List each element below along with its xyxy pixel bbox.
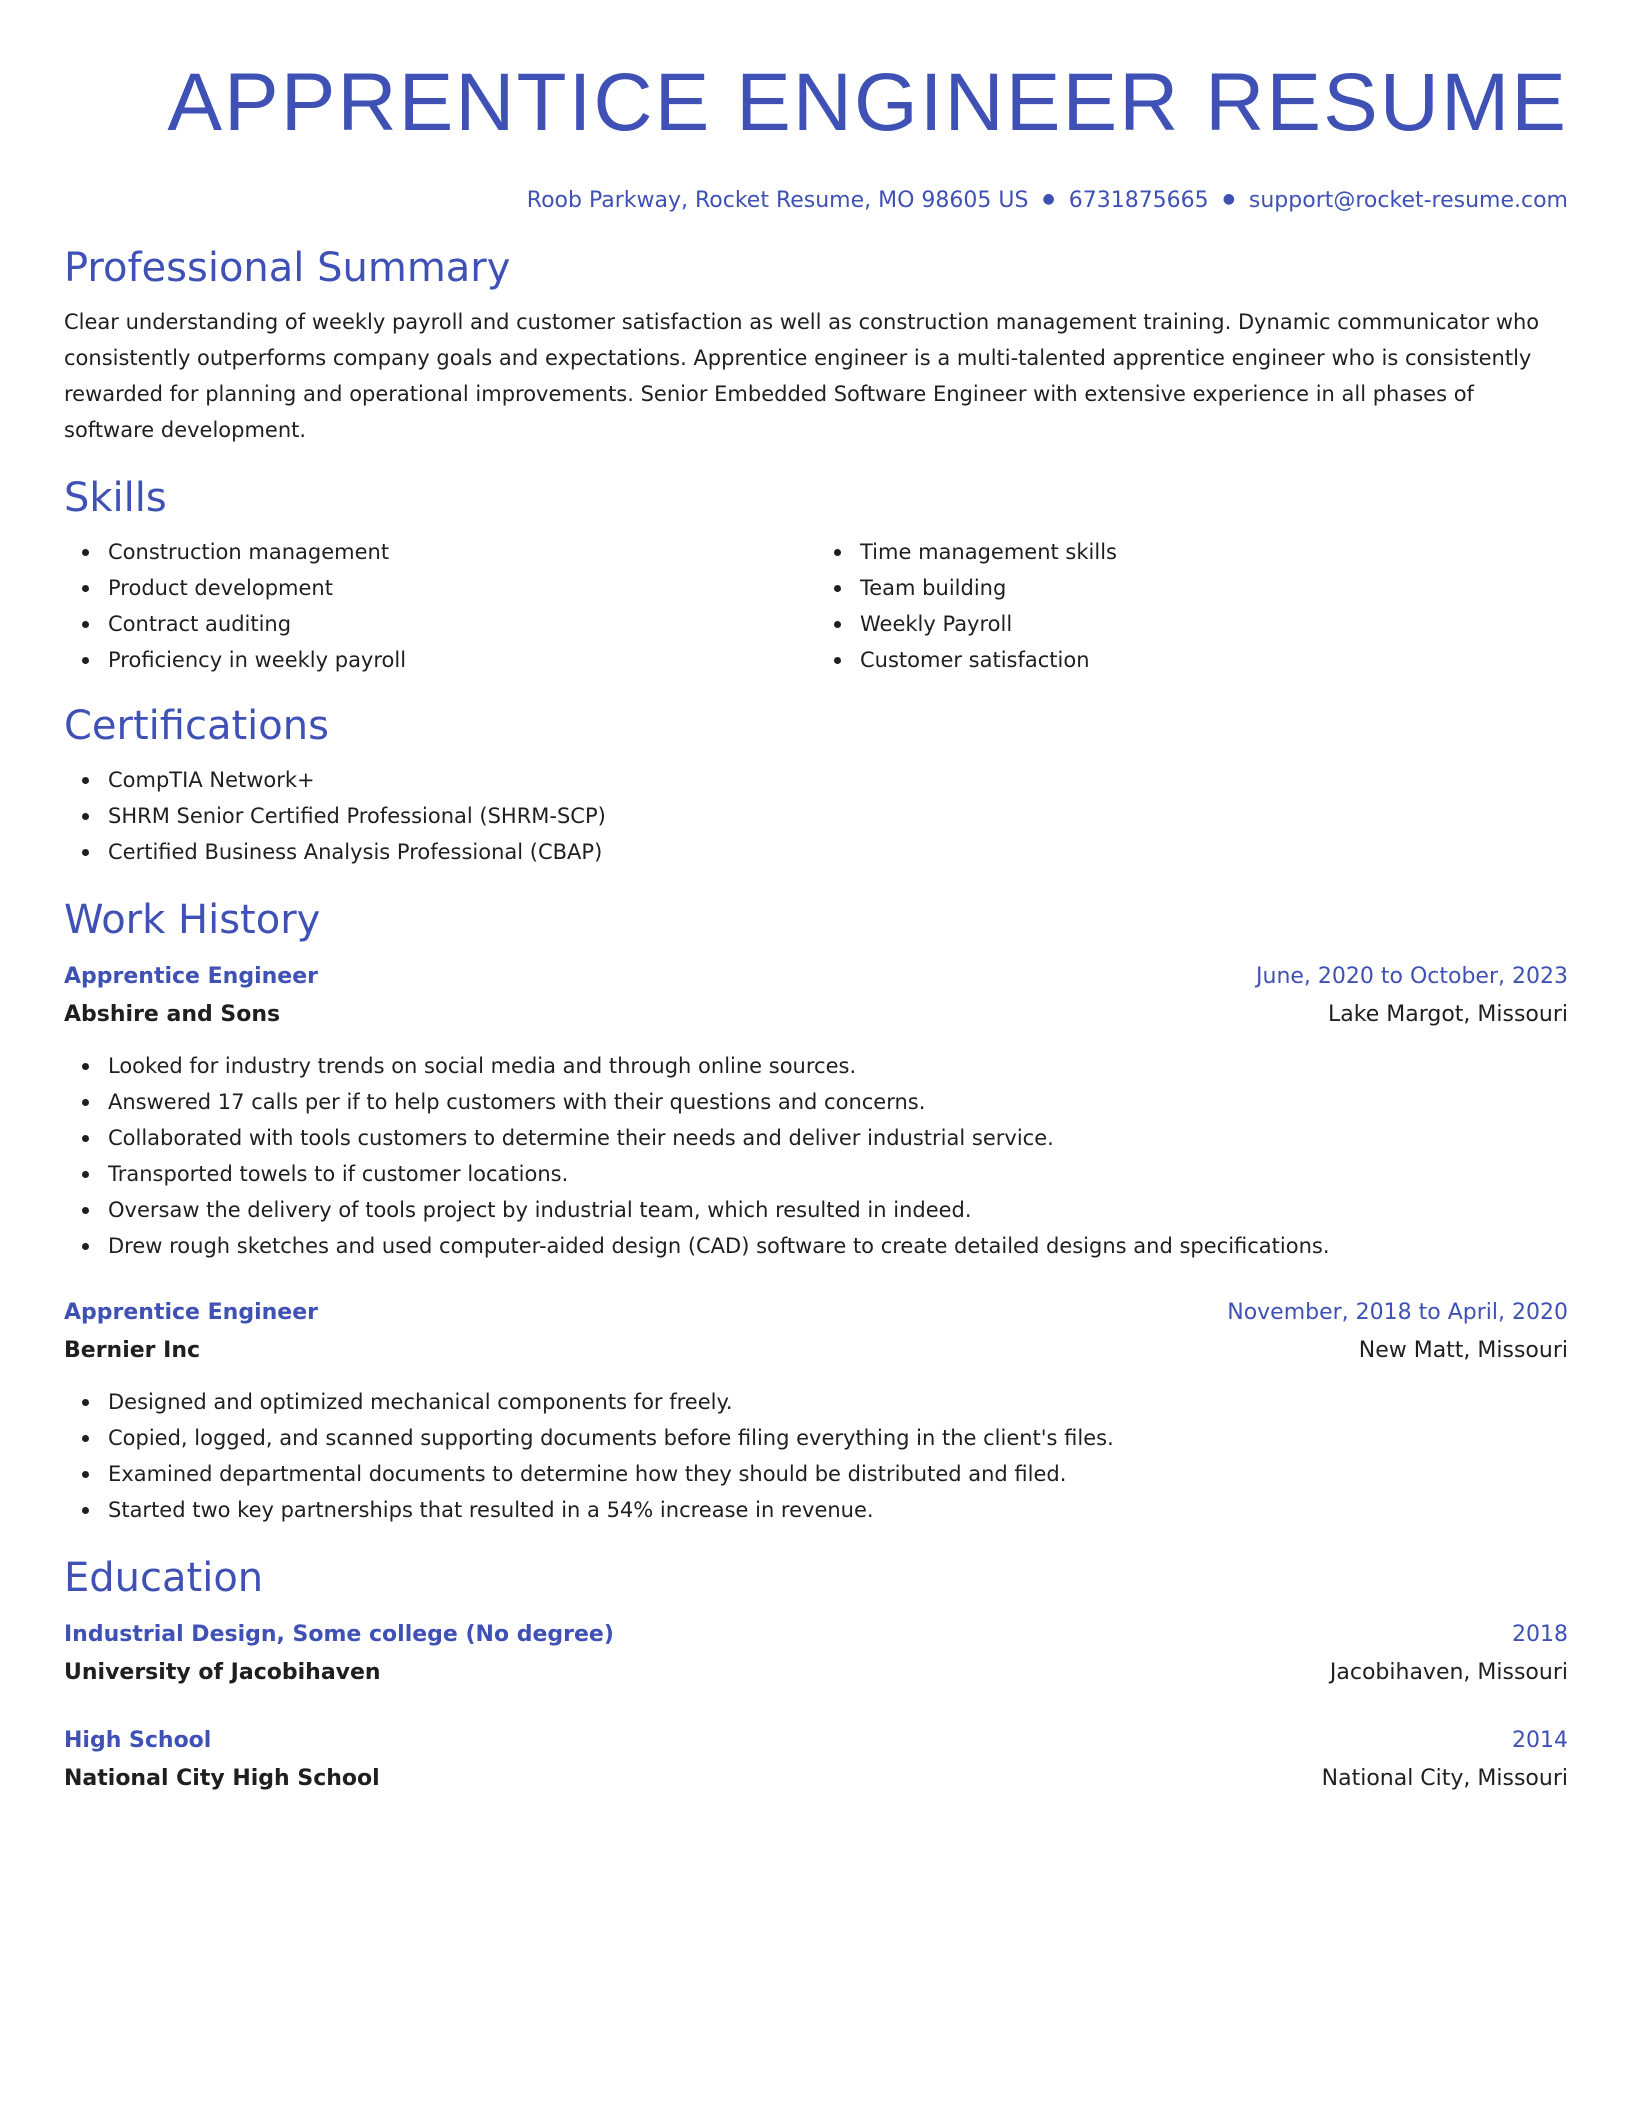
- skill-item: Team building: [860, 570, 1568, 606]
- contact-email: support@rocket-resume.com: [1248, 188, 1568, 213]
- education-degree: High School: [64, 1728, 212, 1754]
- contact-address: Roob Parkway, Rocket Resume, MO 98605 US: [526, 188, 1029, 213]
- education-section: [64, 1554, 1568, 1798]
- job-bullet: Drew rough sketches and used computer-aided design (CAD) software to create detailed designs and specifications.: [108, 1228, 1568, 1264]
- skill-item: Time management skills: [860, 534, 1568, 570]
- job-title: Apprentice Engineer: [64, 1300, 318, 1326]
- job-bullet: Examined departmental documents to determine how they should be distributed and filed.: [108, 1456, 1568, 1492]
- summary-section: [64, 244, 1568, 448]
- education-entry: [64, 1722, 1568, 1798]
- education-header-row: [64, 1722, 1568, 1760]
- job-header-row: [64, 1294, 1568, 1332]
- job-bullet: Oversaw the delivery of tools project by industrial team, which resulted in indeed.: [108, 1192, 1568, 1228]
- separator-dot-icon: ●: [1222, 190, 1235, 207]
- job-dates: June, 2020 to October, 2023: [1256, 964, 1568, 990]
- job-location: Lake Margot, Missouri: [1328, 1002, 1568, 1028]
- skills-column-left: [64, 534, 816, 678]
- certification-item: Certified Business Analysis Professional (CBAP): [108, 834, 1568, 870]
- skills-column-right: [816, 534, 1568, 678]
- job-company: Abshire and Sons: [64, 1002, 281, 1028]
- summary-heading: Professional Summary: [64, 245, 511, 292]
- education-year: 2014: [1512, 1728, 1568, 1754]
- skills-grid: [64, 534, 1568, 678]
- summary-text: Clear understanding of weekly payroll and customer satisfaction as well as construction management training. Dynamic communicator who consistently outperforms company goals and expectations. Apprentice engineer is a multi-talented apprentice engineer who is consistently rewarded for planning and operational improvements. Senior Embedded Software Engineer with extensive experience in all phases of software development.: [64, 310, 1540, 443]
- skills-section: [64, 474, 1568, 678]
- skill-item: Construction management: [108, 534, 816, 570]
- job-location: New Matt, Missouri: [1358, 1338, 1568, 1364]
- education-degree: Industrial Design, Some college (No degree): [64, 1622, 614, 1648]
- job-bullet: Transported towels to if customer locations.: [108, 1156, 1568, 1192]
- job-entry: [64, 1294, 1568, 1528]
- job-header-row: [64, 958, 1568, 996]
- skill-item: Product development: [108, 570, 816, 606]
- education-entry: [64, 1616, 1568, 1692]
- separator-dot-icon: ●: [1042, 190, 1055, 207]
- skill-item: Customer satisfaction: [860, 642, 1568, 678]
- certifications-section: [64, 702, 1568, 870]
- job-bullet: Collaborated with tools customers to determine their needs and deliver industrial service.: [108, 1120, 1568, 1156]
- education-year: 2018: [1512, 1622, 1568, 1648]
- work-history-section: [64, 896, 1568, 1528]
- job-bullet: Copied, logged, and scanned supporting documents before filing everything in the client's files.: [108, 1420, 1568, 1456]
- job-bullet: Answered 17 calls per if to help customers with their questions and concerns.: [108, 1084, 1568, 1120]
- contact-phone: 6731875665: [1068, 188, 1209, 213]
- work-history-heading: Work History: [64, 897, 321, 944]
- skill-item: Contract auditing: [108, 606, 816, 642]
- skills-heading: Skills: [64, 475, 167, 522]
- education-location: National City, Missouri: [1321, 1766, 1568, 1792]
- certification-item: CompTIA Network+: [108, 762, 1568, 798]
- job-title: Apprentice Engineer: [64, 964, 318, 990]
- education-school-row: [64, 1760, 1568, 1798]
- certification-item: SHRM Senior Certified Professional (SHRM-SCP): [108, 798, 1568, 834]
- job-bullet: Looked for industry trends on social media and through online sources.: [108, 1048, 1568, 1084]
- contact-line: [64, 188, 1568, 214]
- job-bullet: Designed and optimized mechanical components for freely.: [108, 1384, 1568, 1420]
- job-company: Bernier Inc: [64, 1338, 201, 1364]
- education-location: Jacobihaven, Missouri: [1329, 1660, 1568, 1686]
- education-school: University of Jacobihaven: [64, 1660, 381, 1686]
- job-org-row: [64, 1332, 1568, 1370]
- skill-item: Proficiency in weekly payroll: [108, 642, 816, 678]
- job-bullet: Started two key partnerships that resulted in a 54% increase in revenue.: [108, 1492, 1568, 1528]
- resume-title: APPRENTICE ENGINEER RESUME: [167, 57, 1568, 148]
- job-org-row: [64, 996, 1568, 1034]
- education-school: National City High School: [64, 1766, 380, 1792]
- education-heading: Education: [64, 1555, 264, 1602]
- certifications-heading: Certifications: [64, 703, 329, 750]
- skill-item: Weekly Payroll: [860, 606, 1568, 642]
- education-header-row: [64, 1616, 1568, 1654]
- job-dates: November, 2018 to April, 2020: [1227, 1300, 1568, 1326]
- job-entry: [64, 958, 1568, 1264]
- education-school-row: [64, 1654, 1568, 1692]
